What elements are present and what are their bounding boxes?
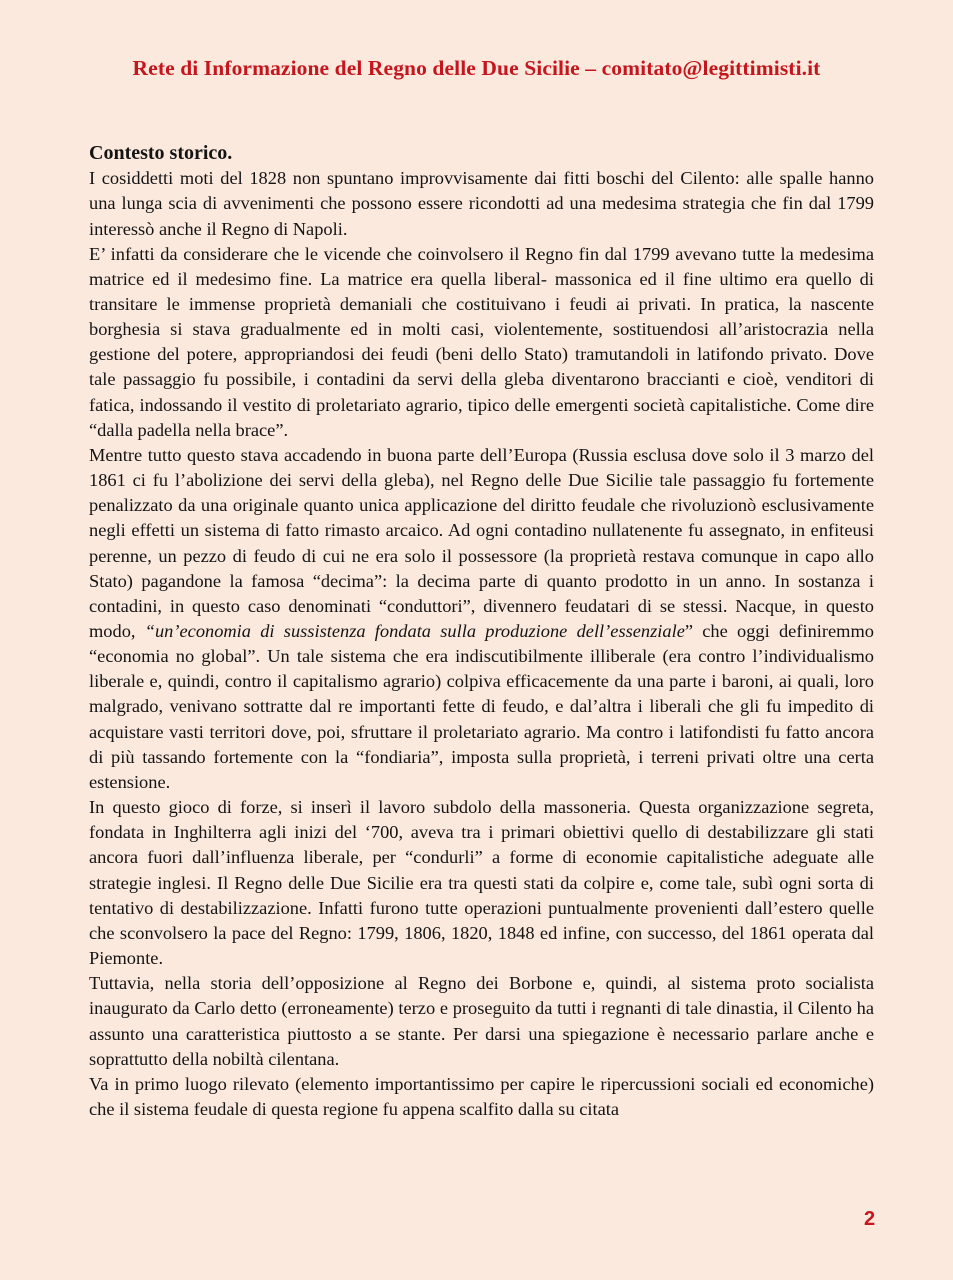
- paragraph-text: ” che oggi definiremmo “economia no global”. Un tale sistema che era indiscutibilmente illiberale (era contro l’individualismo liberale e, quindi, contro il capitalismo agrario) colpiva efficacemente da una parte i baroni, ai quali, loro malgrado, venivano sottratte dal re importanti fette di feudo, e dal’altra i liberali che gli fu impedito di acquistare vasti territori dove, poi, sfruttare il proletariato agrario. Ma contro i latifondisti fu fatto ancora di più tassando fortemente con la “fondiaria”, imposta sulla proprietà, i terreni privati oltre una certa estensione.: [89, 621, 874, 792]
- paragraph: Va in primo luogo rilevato (elemento importantissimo per capire le ripercussioni sociali ed economiche) che il sistema feudale di questa regione fu appena scalfito dalla su citata: [89, 1073, 874, 1119]
- page-number: 2: [864, 1208, 876, 1230]
- paragraph: In questo gioco di forze, si inserì il lavoro subdolo della massoneria. Questa organizzazione segreta, fondata in Inghilterra agli inizi del ‘700, aveva tra i primari obiettivi quello di destabilizzare gli stati ancora fuori dall’influenza liberale, per “condurli” a forme di economie capitalistiche adeguate alle strategie inglesi. Il Regno delle Due Sicilie era tra questi stati da colpire e, come tale, subì ogni sorta di tentativo di destabilizzazione. Infatti furono tutte operazioni puntualmente provenienti dall’estero quelle che sconvolsero la pace del Regno: 1799, 1806, 1820, 1848 ed infine, con successo, del 1861 operata dal Piemonte.: [89, 797, 874, 969]
- paragraph: [89, 443, 874, 795]
- italic-quote: “un’economia di sussistenza fondata sulla produzione dell’essenziale: [144, 621, 685, 642]
- paragraph-text: Mentre tutto questo stava accadendo in buona parte dell’Europa (Russia esclusa dove solo il 3 marzo del 1861 ci fu l’abolizione dei servi della gleba), nel Regno delle Due Sicilie tale passaggio fu fortemente penalizzato da una originale quanto unica applicazione del diritto feudale che rivoluzionò esclusivamente negli effetti un sistema di fatto rimasto arcaico. Ad ogni contadino nullatenente fu assegnato, in enfiteusi perenne, un pezzo di feudo di cui ne era solo il possessore (la proprietà restava comunque in capo allo Stato) pagandone la famosa “decima”: la decima parte di quanto prodotto in un anno. In sostanza i contadini, in questo caso denominati “conduttori”, divennero feudatari di se stessi. Nacque, in questo modo,: [89, 444, 874, 642]
- paragraph: E’ infatti da considerare che le vicende che coinvolsero il Regno fin dal 1799 avevano tutte la medesima matrice ed il medesimo fine. La matrice era quella liberal- massonica ed il fine ultimo era quello di transitare le immense proprietà demaniali che costituivano i feudi ai privati. In pratica, la nascente borghesia si stava gradualmente ed in molti casi, violentemente, sostituendosi all’aristocrazia nella gestione del potere, appropriandosi dei feudi (beni dello Stato) tramutandoli in latifondo privato. Dove tale passaggio fu possibile, i contadini da servi della gleba diventarono braccianti e cioè, venditori di fatica, indossando il vestito di proletariato agrario, tipico delle emergenti società capitalistiche. Come dire “dalla padella nella brace”.: [89, 243, 874, 440]
- page-header: Rete di Informazione del Regno delle Due Sicilie – comitato@legittimisti.it: [132, 56, 821, 80]
- section-title: Contesto storico.: [89, 142, 233, 164]
- paragraph: Tuttavia, nella storia dell’opposizione al Regno dei Borbone e, quindi, al sistema proto socialista inaugurato da Carlo detto (erroneamente) terzo e proseguito da tutti i regnanti di tale dinastia, il Cilento ha assunto una caratteristica piuttosto a se stante. Per darsi una spiegazione è necessario parlare anche e soprattutto della nobiltà cilentana.: [89, 973, 874, 1069]
- document-body: [89, 141, 874, 1122]
- paragraph: I cosiddetti moti del 1828 non spuntano improvvisamente dai fitti boschi del Cilento: alle spalle hanno una lunga scia di avvenimenti che possono essere ricondotti ad una medesima strategia che fin dal 1799 interessò anche il Regno di Napoli.: [89, 168, 874, 239]
